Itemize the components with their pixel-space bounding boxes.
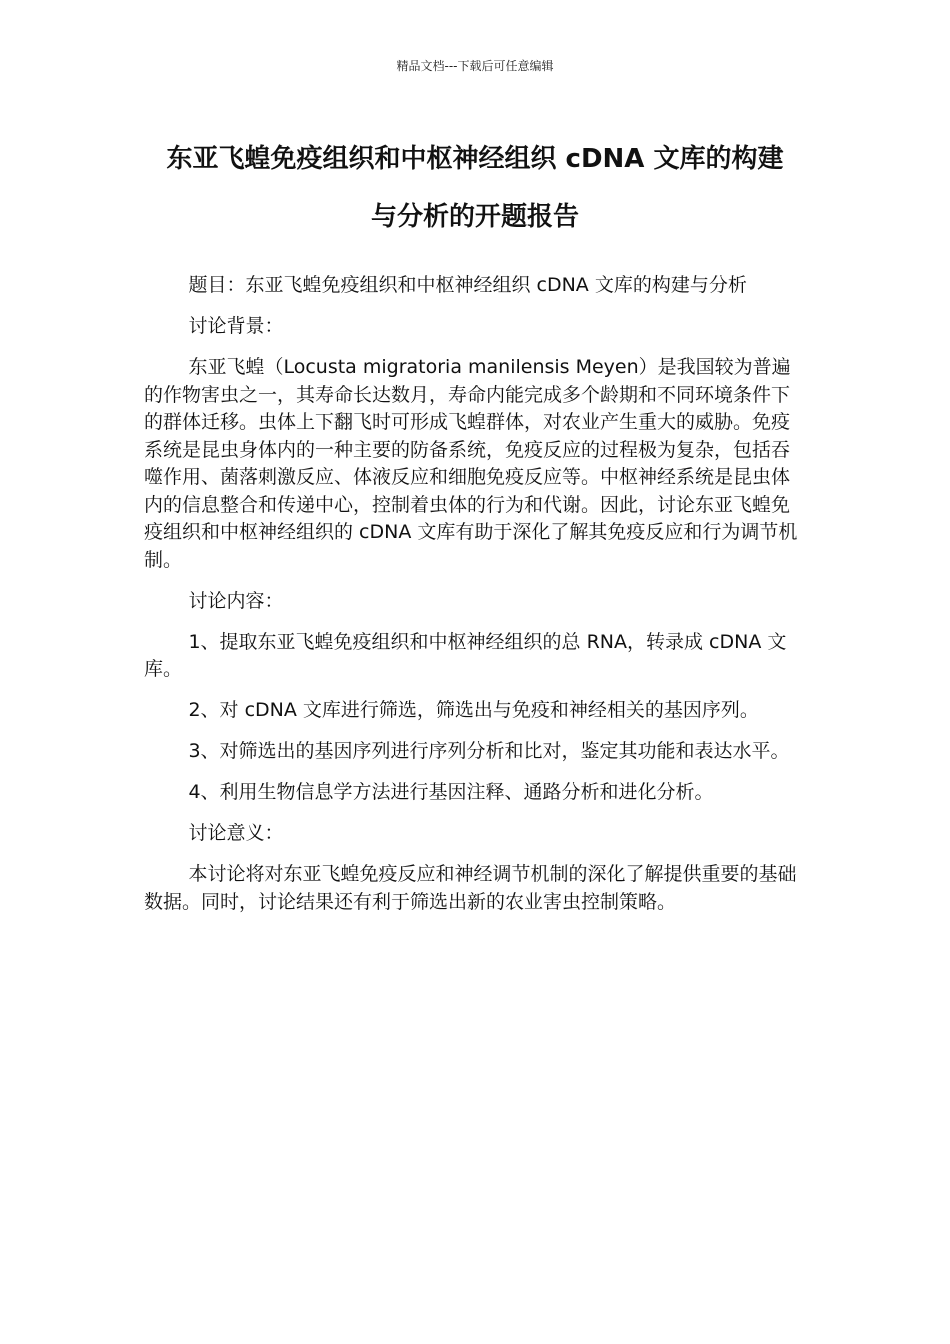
document-body [144,272,808,930]
content-item-2: 2、对 cDNA 文库进行筛选，筛选出与免疫和神经相关的基因序列。 [188,699,759,721]
background-heading: 讨论背景： [188,315,284,337]
document-title [130,130,820,246]
content-heading: 讨论内容： [188,589,284,612]
content-item-3: 3、对筛选出的基因序列进行序列分析和比对，鉴定其功能和表达水平。 [188,740,790,762]
significance-paragraph: 本讨论将对东亚飞蝗免疫反应和神经调节机制的深化了解提供重要的基础数据。同时，讨论结果还有利于筛选出新的农业害虫控制策略。 [144,863,797,913]
title-line-1: 东亚飞蝗免疫组织和中枢神经组织 cDNA 文库的构建 [166,144,784,174]
title-line-2: 与分析的开题报告 [370,202,579,232]
topic-paragraph: 题目：东亚飞蝗免疫组织和中枢神经组织 cDNA 文库的构建与分析 [188,274,747,296]
background-paragraph: 东亚飞蝗（Locusta migratoria manilensis Meyen）是我国较为普遍的作物害虫之一，其寿命长达数月，寿命内能完成多个龄期和不同环境条件下的群体迁移。虫体上下翻飞时可形成飞蝗群体，对农业产生重大的威胁。免疫系统是昆虫身体内的一种主要的防备系统，免疫反应的过程极为复杂，包括吞噬作用、菌落刺激反应、体液反应和细胞免疫反应等。中枢神经系统是昆虫体内的信息整合和传递中心，控制着虫体的行为和代谢。因此，讨论东亚飞蝗免疫组织和中枢神经组织的 cDNA 文库有助于深化了解其免疫反应和行为调节机制。 [144,356,798,571]
content-item-1: 1、提取东亚飞蝗免疫组织和中枢神经组织的总 RNA，转录成 cDNA 文库。 [144,630,787,680]
significance-heading: 讨论意义： [188,822,284,844]
header-note: 精品文档---下载后可任意编辑 [396,59,554,73]
content-item-4: 4、利用生物信息学方法进行基因注释、通路分析和进化分析。 [188,781,714,803]
